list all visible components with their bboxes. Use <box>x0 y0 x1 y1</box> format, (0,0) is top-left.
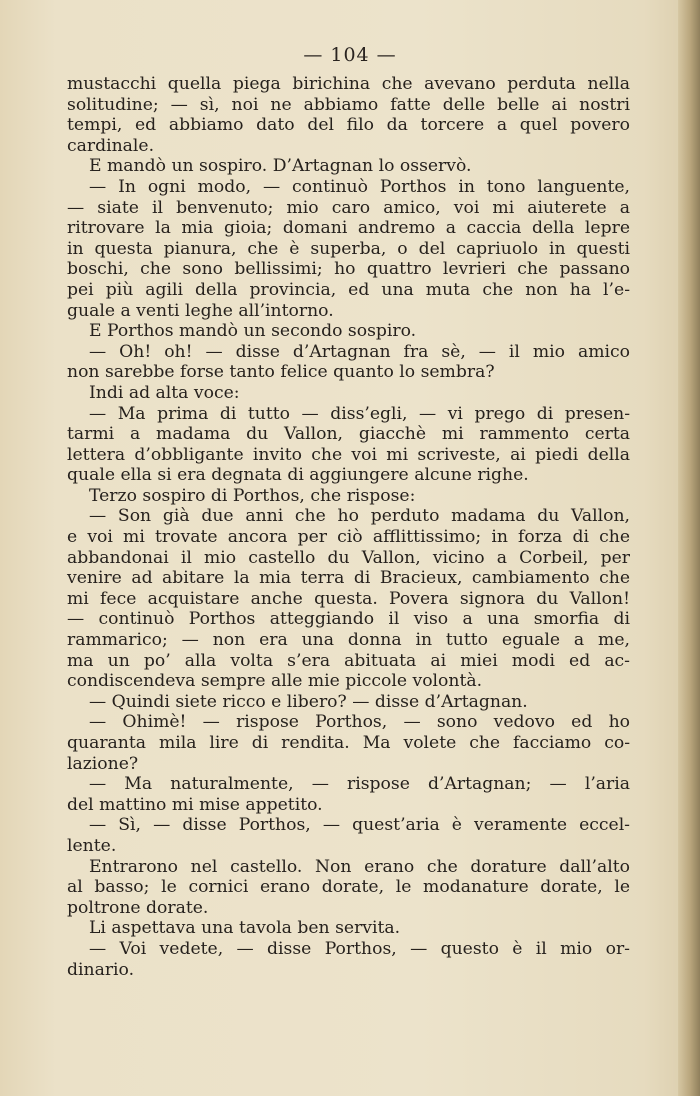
text-line: al basso; le cornici erano dorate, le modanature dorate, le <box>67 877 630 898</box>
text-line: — Son già due anni che ho perduto madama du Vallon, <box>89 506 630 527</box>
text-line: ma un po’ alla volta s’era abituata ai miei modi ed ac- <box>67 650 630 671</box>
text-line: — continuò Porthos atteggiando il viso a una smorfia di <box>67 609 630 630</box>
text-line: mi fece acquistare anche questa. Povera signora du Vallon! <box>67 588 630 609</box>
text-line: poltrone dorate. <box>67 897 209 918</box>
text-line: lazione? <box>67 753 139 774</box>
text-line: — In ogni modo, — continuò Porthos in tono languente, <box>89 176 630 197</box>
text-line: — Quindi siete ricco e libero? — disse d’Artagnan. <box>89 691 528 712</box>
text-line: venire ad abitare la mia terra di Bracieux, cambiamento che <box>67 568 630 589</box>
text-line: E mandò un sospiro. D’Artagnan lo osservò. <box>89 156 472 177</box>
page-gutter-shadow <box>678 0 700 1096</box>
text-line: — Ohimè! — rispose Porthos, — sono vedovo ed ho <box>89 712 630 733</box>
text-line: tarmi a madama du Vallon, giacchè mi rammento certa <box>67 424 630 445</box>
text-line: del mattino mi mise appetito. <box>67 794 323 815</box>
text-line: in questa pianura, che è superba, o del capriuolo in questi <box>67 238 630 259</box>
text-line: rammarico; — non era una donna in tutto eguale a me, <box>67 630 630 651</box>
text-line: lente. <box>67 835 117 856</box>
text-line: quaranta mila lire di rendita. Ma volete che facciamo co- <box>67 733 630 753</box>
text-line: lettera d’obbligante invito che voi mi scriveste, ai piedi della <box>67 444 630 465</box>
text-line: Entrarono nel castello. Non erano che dorature dall’alto <box>89 856 630 877</box>
text-line: — Ma prima di tutto — diss’egli, — vi prego di presen- <box>89 403 630 424</box>
body-text <box>67 74 630 980</box>
text-line: Li aspettava una tavola ben servita. <box>89 918 401 939</box>
text-line: cardinale. <box>67 135 155 156</box>
text-line: mustacchi quella piega birichina che avevano perduta nella <box>67 74 630 94</box>
text-line: — Voi vedete, — disse Porthos, — questo è il mio or- <box>89 938 630 959</box>
text-line: quale ella si era degnata di aggiungere alcune righe. <box>67 465 529 486</box>
text-line: — Sì, — disse Porthos, — quest’aria è veramente eccel- <box>89 815 630 836</box>
text-line: — siate il benvenuto; mio caro amico, voi mi aiuterete a <box>67 197 630 218</box>
text-line: abbandonai il mio castello du Vallon, vicino a Corbeil, per <box>67 547 630 568</box>
text-line: guale a venti leghe all’intorno. <box>67 300 334 321</box>
text-line: — Oh! oh! — disse d’Artagnan fra sè, — il mio amico <box>89 341 630 362</box>
text-line: Terzo sospiro di Porthos, che rispose: <box>89 485 416 506</box>
text-line: ritrovare la mia gioia; domani andremo a caccia della lepre <box>67 218 630 239</box>
text-line: boschi, che sono bellissimi; ho quattro levrieri che passano <box>67 259 630 280</box>
text-line: pei più agili della provincia, ed una muta che non ha l’e- <box>67 279 630 300</box>
page-number: — 104 — <box>303 44 397 66</box>
text-line: condiscendeva sempre alle mie piccole volontà. <box>67 671 483 692</box>
text-line: E Porthos mandò un secondo sospiro. <box>89 321 417 342</box>
text-line: non sarebbe forse tanto felice quanto lo sembra? <box>67 362 495 383</box>
text-line: tempi, ed abbiamo dato del filo da torcere a quel povero <box>67 115 630 136</box>
text-line: dinario. <box>67 959 135 980</box>
text-line: Indi ad alta voce: <box>89 382 240 403</box>
text-line: solitudine; — sì, noi ne abbiamo fatte delle belle ai nostri <box>67 94 630 115</box>
text-line: — Ma naturalmente, — rispose d’Artagnan; — l’aria <box>89 774 630 795</box>
text-line: e voi mi trovate ancora per ciò afflittissimo; in forza di che <box>67 527 630 548</box>
